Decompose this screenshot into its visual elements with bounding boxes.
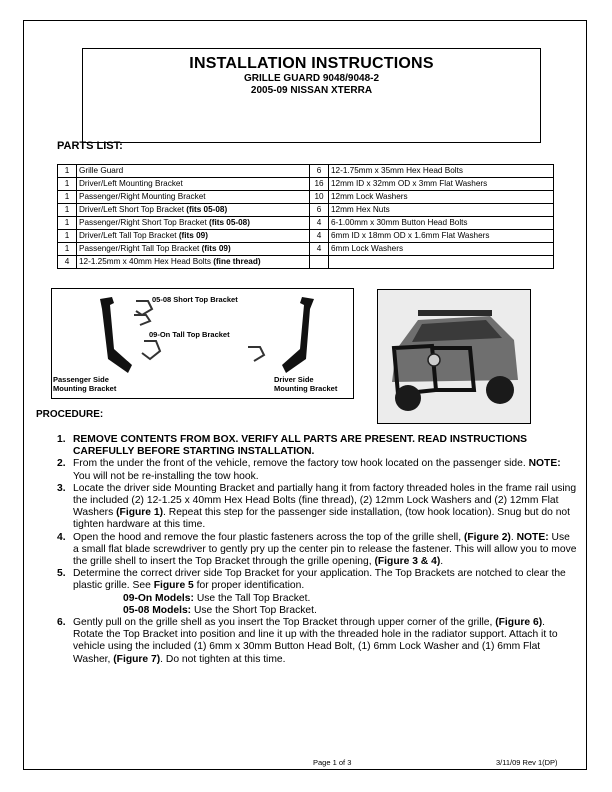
short-top-bracket [136, 301, 152, 315]
step-text: Open the hood and remove the four plastic fasteners across the top of the grille shell, [73, 531, 464, 543]
short-top-bracket-2 [134, 315, 150, 325]
part-desc-text: Passenger/Right Tall Top Bracket [79, 244, 202, 253]
part-qty: 1 [58, 165, 77, 178]
part-qty: 16 [310, 178, 329, 191]
part-desc: 6mm Lock Washers [329, 243, 554, 256]
part-desc: 6mm ID x 18mm OD x 1.6mm Flat Washers [329, 230, 554, 243]
step-text: From the under the front of the vehicle, remove the factory tow hook located on the passenger side. [73, 458, 529, 470]
part-fitment: (fits 09) [178, 231, 208, 240]
model-text: Use the Short Top Bracket. [191, 604, 317, 616]
figure-reference: (Figure 2) [463, 531, 511, 543]
procedure-steps [57, 434, 577, 666]
part-qty: 1 [58, 191, 77, 204]
revision-stamp: 3/11/09 Rev 1(DP) [496, 758, 558, 767]
figure-reference: (Figure 7) [113, 653, 161, 665]
step-text: . Do not tighten at this time. [160, 653, 286, 665]
step-text: You will not be re-installing the tow hook. [73, 470, 259, 482]
figure-reference: (Figure 1) [116, 507, 164, 519]
model-text: Use the Tall Top Bracket. [193, 592, 311, 604]
procedure-heading: PROCEDURE: [36, 409, 104, 420]
part-desc-text: Passenger/Right Short Top Bracket [79, 218, 210, 227]
parts-row [58, 217, 554, 230]
part-qty: 10 [310, 191, 329, 204]
vehicle-roof-rack [418, 310, 492, 316]
part-qty: 1 [58, 217, 77, 230]
passenger-mounting-bracket [100, 297, 132, 373]
step-text: Gently pull on the grille shell as you insert the Top Bracket through upper corner of the grille, [73, 617, 496, 629]
model-option-09 [73, 593, 577, 605]
parts-row [58, 204, 554, 217]
part-qty: 1 [58, 230, 77, 243]
figure-reference: Figure 5 [153, 580, 194, 592]
part-desc: 12mm ID x 32mm OD x 3mm Flat Washers [329, 178, 554, 191]
part-desc: 12mm Lock Washers [329, 191, 554, 204]
step-1 [57, 434, 577, 458]
step-4 [57, 532, 577, 569]
page-number: Page 1 of 3 [313, 758, 352, 767]
step-number: 1. [57, 434, 66, 445]
part-fitment: (fits 05-08) [186, 205, 228, 214]
product-subtitle: GRILLE GUARD 9048/9048-2 [243, 73, 380, 84]
parts-row [58, 243, 554, 256]
part-desc [77, 178, 310, 191]
note-label: NOTE: [516, 531, 549, 543]
vehicle-photo [377, 289, 531, 424]
short-bracket-label: 05-08 Short Top Bracket [152, 295, 238, 304]
figure-reference: (Figure 3 & 4) [374, 556, 441, 568]
parts-row [58, 256, 554, 269]
part-desc-text: Driver/Left Tall Top Bracket [79, 231, 179, 240]
model-option-05 [73, 605, 577, 617]
part-desc [77, 243, 310, 256]
bracket-diagram [51, 288, 354, 399]
step-text: Use a small flat blade screwdriver to gently pry up the center pin to release the fastener. This will allow you to move the grille shell to insert the Top Bracket through the grille opening, [73, 531, 577, 568]
part-qty: 1 [58, 243, 77, 256]
title-box [82, 48, 541, 143]
rear-wheel [486, 376, 514, 404]
model-label: 05-08 Models: [123, 604, 192, 616]
part-desc: 12mm Hex Nuts [329, 204, 554, 217]
driver-side-label-2: Mounting Bracket [274, 384, 338, 393]
part-fitment: (fits 05-08) [209, 218, 250, 227]
part-qty: 1 [58, 204, 77, 217]
part-qty: 6 [310, 204, 329, 217]
step-text: Determine the correct driver side Top Bracket for your application. The Top Brackets are notched to clear the plastic grille. See [73, 568, 566, 592]
tall-bracket-label: 09-On Tall Top Bracket [149, 330, 230, 339]
step-number: 5. [57, 568, 66, 580]
part-qty: 1 [58, 178, 77, 191]
part-qty [310, 256, 329, 269]
step-number: 6. [57, 617, 66, 629]
part-desc [77, 204, 310, 217]
note-label: NOTE: [528, 458, 561, 470]
step-text: for proper identification. [193, 580, 305, 592]
vehicle-subtitle: 2005-09 NISSAN XTERRA [250, 85, 373, 96]
part-qty: 6 [310, 165, 329, 178]
tall-top-bracket [142, 341, 160, 359]
step-text: . [510, 531, 517, 543]
part-fitment: (fits 09) [201, 244, 231, 253]
driver-side-label: Driver Side [274, 375, 314, 384]
parts-row [58, 191, 554, 204]
passenger-side-label: Passenger Side [53, 375, 109, 384]
part-desc-text: Driver/Left Short Top Bracket [79, 205, 187, 214]
part-qty: 4 [58, 256, 77, 269]
parts-row [58, 178, 554, 191]
part-qty: 4 [310, 243, 329, 256]
step-number: 3. [57, 482, 66, 494]
part-desc-text: Driver/Left Mounting Bracket [79, 179, 183, 188]
passenger-side-label-2: Mounting Bracket [53, 384, 117, 393]
front-wheel [395, 385, 421, 411]
step-5 [57, 568, 577, 617]
part-desc [329, 256, 554, 269]
part-desc [77, 191, 310, 204]
part-desc: 12-1.75mm x 35mm Hex Head Bolts [329, 165, 554, 178]
step-2 [57, 458, 577, 482]
part-desc-text: Passenger/Right Mounting Bracket [79, 192, 206, 201]
vehicle-photo-drawing [378, 290, 530, 423]
step-number: 4. [57, 531, 66, 543]
parts-table [57, 164, 554, 269]
parts-list-heading: PARTS LIST: [57, 140, 123, 152]
step-text: . Rotate the Top Bracket into position and line it up with the threaded hole in the radiator support. Attach it to vehicle using the included (1) 6mm x 30mm Button Head Bolt, (1) 6mm Lock Washer and (1) 6mm Flat Washer, [73, 617, 558, 665]
model-label: 09-On Models: [123, 592, 194, 604]
nissan-emblem [428, 354, 440, 366]
part-qty: 4 [310, 217, 329, 230]
step-number: 2. [57, 458, 66, 470]
figure-reference: (Figure 6) [495, 617, 543, 629]
part-desc [77, 217, 310, 230]
part-desc [77, 256, 310, 269]
part-desc [77, 230, 310, 243]
part-desc [77, 165, 310, 178]
step-text: Locate the driver side Mounting Bracket and partially hang it from factory threaded holes in the frame rail using the included (2) 12-1.25 x 40mm Hex Head Bolts (fine thread), (2) 12mm Lock Washers and (2) 12mm Flat Washers [73, 482, 577, 519]
part-qty: 4 [310, 230, 329, 243]
driver-mounting-bracket [282, 297, 314, 373]
part-fitment: (fine thread) [213, 257, 261, 266]
step-6 [57, 617, 577, 666]
part-desc-text: Grille Guard [79, 166, 124, 175]
step-3 [57, 483, 577, 532]
parts-row [58, 230, 554, 243]
part-desc: 6-1.00mm x 30mm Button Head Bolts [329, 217, 554, 230]
step-text: . Repeat this step for the passenger side installation, (tow hook location). Snug but do not tighten hardware at this time. [73, 507, 571, 531]
part-desc-text: 12-1.25mm x 40mm Hex Head Bolts [79, 257, 214, 266]
document-title: INSTALLATION INSTRUCTIONS [189, 55, 434, 72]
tall-top-bracket-2 [248, 347, 264, 361]
parts-row [58, 165, 554, 178]
step-text: . [440, 556, 444, 568]
step-text: REMOVE CONTENTS FROM BOX. VERIFY ALL PARTS ARE PRESENT. READ INSTRUCTIONS CAREFULLY BEFORE STARTING INSTALLATION. [73, 434, 528, 458]
